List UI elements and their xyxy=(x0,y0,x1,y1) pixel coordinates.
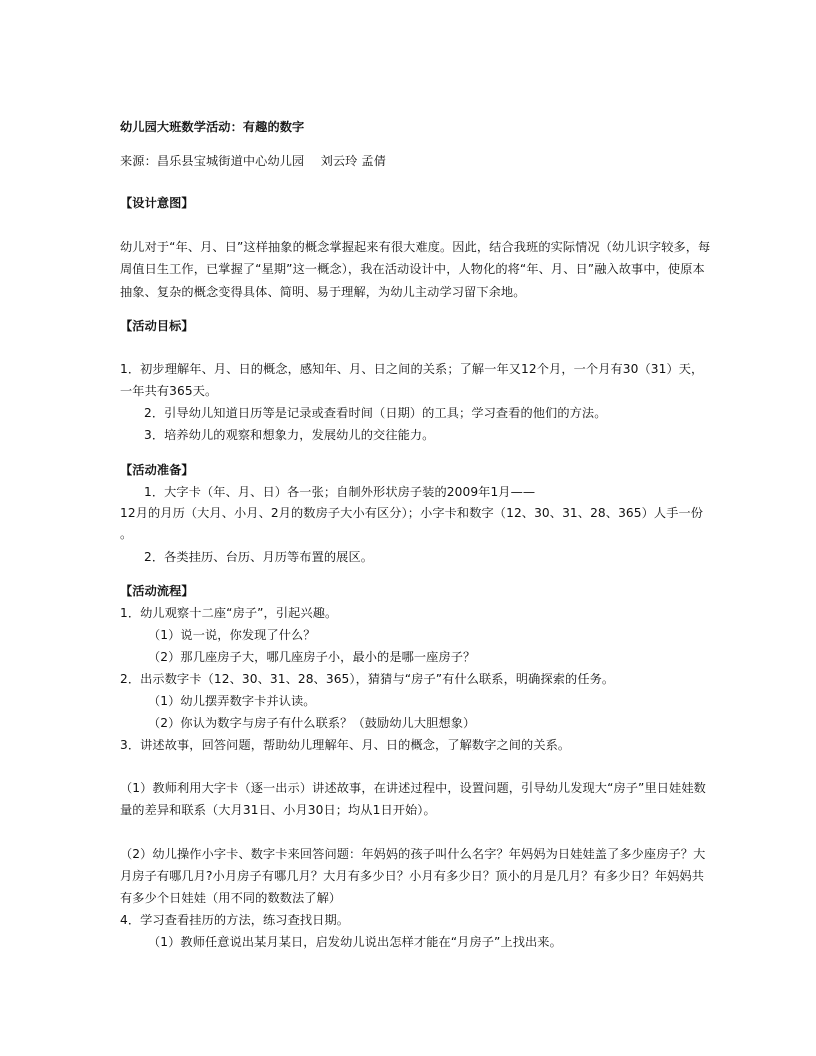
process-line: （2）那几座房子大，哪几座房子小，最小的是哪一座房子？ xyxy=(148,650,476,664)
process-line: 4．学习查看挂历的方法，练习查找日期。 xyxy=(120,913,350,927)
source-line: 来源：昌乐县宝城街道中心幼儿园 刘云玲 孟倩 xyxy=(120,154,386,168)
heading-design-intent: 【设计意图】 xyxy=(120,196,194,210)
process-line: （1）教师利用大字卡（逐一出示）讲述故事，在讲述过程中，设置问题，引导幼儿发现大“房子”里日娃娃数 xyxy=(120,781,706,795)
goal-line: 2．引导幼儿知道日历等是记录或查看时间（日期）的工具；学习查看的他们的方法。 xyxy=(144,406,607,420)
process-line: 3．讲述故事，回答问题，帮助幼儿理解年、月、日的概念，了解数字之间的关系。 xyxy=(120,738,571,752)
preparation-line: 2．各类挂历、台历、月历等布置的展区。 xyxy=(144,550,374,564)
process-line: 月房子有哪几月?小月房子有哪几月？大月有多少日？小月有多少日？顶小的月是几月？有多少日？年妈妈共 xyxy=(120,869,705,883)
preparation-line: 12月的月历（大月、小月、2月的数房子大小有区分）；小字卡和数字（12、30、31、28、365）人手一份 xyxy=(120,506,704,520)
design-intent-line: 抽象、复杂的概念变得具体、简明、易于理解，为幼儿主动学习留下余地。 xyxy=(120,285,526,299)
process-line: （2）幼儿操作小字卡、数字卡来回答问题：年妈妈的孩子叫什么名字？年妈妈为日娃娃盖了多少座房子？大 xyxy=(120,847,706,861)
heading-process: 【活动流程】 xyxy=(120,584,194,598)
process-line: 有多少个日娃娃（用不同的数数法了解） xyxy=(120,891,342,905)
preparation-line: 。 xyxy=(120,527,133,541)
design-intent-line: 幼儿对于“年、月、日”这样抽象的概念掌握起来有很大难度。因此，结合我班的实际情况（幼儿识字较多，每 xyxy=(120,240,711,254)
goal-line: 一年共有365天。 xyxy=(120,384,218,398)
process-line: 2．出示数字卡（12、30、31、28、365），猜猜与“房子”有什么联系，明确探索的任务。 xyxy=(120,672,615,686)
goal-line: 3．培养幼儿的观察和想象力，发展幼儿的交往能力。 xyxy=(144,428,435,442)
preparation-line: 1．大字卡（年、月、日）各一张；自制外形状房子装的2009年1月—— xyxy=(144,485,536,499)
process-line: 量的差异和联系（大月31日、小月30日；均从1日开始）。 xyxy=(120,803,436,817)
process-line: （2）你认为数字与房子有什么联系？（鼓励幼儿大胆想象） xyxy=(148,716,476,730)
goal-line: 1．初步理解年、月、日的概念，感知年、月、日之间的关系；了解一年又12个月，一个月有30（31）天， xyxy=(120,362,704,376)
document-title: 幼儿园大班数学活动：有趣的数字 xyxy=(120,120,305,134)
heading-goals: 【活动目标】 xyxy=(120,319,194,333)
process-line: （1）说一说，你发现了什么？ xyxy=(148,628,316,642)
process-line: （1）教师任意说出某月某日，启发幼儿说出怎样才能在“月房子”上找出来。 xyxy=(148,935,562,949)
heading-preparation: 【活动准备】 xyxy=(120,463,194,477)
process-line: 1．幼儿观察十二座“房子”，引起兴趣。 xyxy=(120,606,338,620)
process-line: （1）幼儿摆弄数字卡并认读。 xyxy=(148,694,316,708)
design-intent-line: 周值日生工作，已掌握了“星期”这一概念），我在活动设计中，人物化的将“年、月、日”融入故事中，使原本 xyxy=(120,262,705,276)
